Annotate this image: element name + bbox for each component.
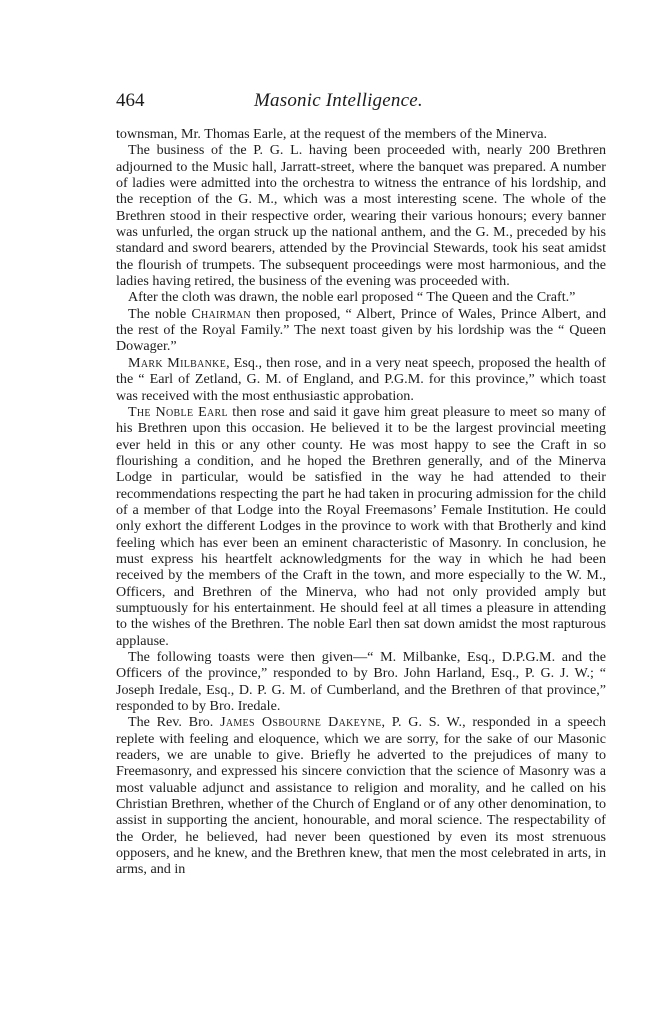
article-body <box>116 126 606 878</box>
paragraph-banquet <box>116 142 606 289</box>
paragraph-text: , P. G. S. W., responded in a speech replete with feeling and eloquence, which we are sorry, for the sake of our Masonic readers, we are unable to give. Briefly he adverted to the prejudices of many to Freemasonry, and expressed his sincere conviction that the science of Masonry was a most valuable adjunct and assistance to religion and morality, and he called on his Christian Brethren, whether of the Church of England or of any other denomination, to assist in supporting the ancient, honourable, and moral science. The respectability of the Order, he believed, had never been questioned by even its most strenuous opposers, and he knew, and the Brethren knew, that men the most celebrated in arts, in arms, and in <box>116 714 606 878</box>
paragraph-text: The Rev. Bro. <box>128 714 221 731</box>
paragraph-milbanke-speech <box>116 355 606 404</box>
page-number: 464 <box>116 90 145 111</box>
paragraph-text: then proposed, “ Albert, Prince of Wales, Prince Albert, and the rest of the Royal Family.” The next toast given by his lordship was the “ Queen Dowager.” <box>116 305 606 355</box>
small-caps-name: Chairman <box>191 305 251 322</box>
paragraph-earl-speech <box>116 404 606 649</box>
paragraph-text: The following toasts were then given—“ M. Milbanke, Esq., D.P.G.M. and the Officers of the province,” responded to by Bro. John Harland, Esq., P. G. J. W.; “ Joseph Iredale, Esq., D. P. G. M. of Cumberland, and the Brethren of that province,” responded to by Bro. Iredale. <box>116 649 606 715</box>
paragraph-text: The noble <box>128 305 192 322</box>
paragraph-dakeyne-speech <box>116 714 606 877</box>
small-caps-name: The Noble Earl <box>128 403 228 420</box>
page-header <box>116 90 606 114</box>
running-title: Masonic Intelligence. <box>254 90 423 111</box>
paragraph-text: After the cloth was drawn, the noble earl proposed “ The Queen and the Craft.” <box>128 289 576 306</box>
paragraph-text: then rose and said it gave him great pleasure to meet so many of his Brethren upon this occasion. He believed it to be the largest provincial meeting ever held in this or any other county. He was most happy to see the Craft in so flourishing a condition, and he hoped the Brethren generally, and of the Minerva Lodge in particular, would be satisfied in the way he had attended to their recommendations respecting the part he had taken in procuring admission for the child of a member of that Lodge into the Royal Freemasons’ Female Institution. He could only exhort the different Lodges in the province to work with that Brotherly and kind feeling which has ever been an eminent characteristic of Masonry. In conclusion, he must express his heartfelt acknowledgments for the way in which he had been received by the members of the Craft in the town, and more especially to the W. M., Officers, and Brethren of the Minerva, who had not only provided amply but sumptuously for his entertainment. He should feel at all times a pleasure in attending to the wishes of the Brethren. The noble Earl then sat down amidst the most rapturous applause. <box>116 403 606 649</box>
small-caps-name: James Osbourne Dakeyne <box>220 714 382 731</box>
paragraph-chairman-toast <box>116 306 606 355</box>
paragraph-first-toast <box>116 289 606 305</box>
small-caps-name: Mark Milbanke <box>128 354 227 371</box>
paragraph-text: The business of the P. G. L. having been proceeded with, nearly 200 Brethren adjourned to the Music hall, Jarratt-street, where the banquet was prepared. A number of ladies were admitted into the orchestra to witness the entrance of his lordship, and the reception of the G. M., which was a most interesting scene. The whole of the Brethren stood in their respective order, wearing their various honours; every banner was unfurled, the organ struck up the national anthem, and the G. M., preceded by his standard and sword bearers, attended by the Provincial Stewards, took his seat amidst the flourish of trumpets. The subsequent proceedings were most harmonious, and the ladies having retired, the business of the evening was proceeded with. <box>116 142 606 290</box>
paragraph-text: townsman, Mr. Thomas Earle, at the request of the members of the Minerva. <box>116 126 548 142</box>
paragraph-continuation <box>116 126 606 142</box>
paragraph-following-toasts <box>116 649 606 714</box>
paragraph-text: , Esq., then rose, and in a very neat speech, proposed the health of the “ Earl of Zetland, G. M. of England, and P.G.M. for this province,” which toast was received with the most enthusiastic approbation. <box>116 354 606 404</box>
